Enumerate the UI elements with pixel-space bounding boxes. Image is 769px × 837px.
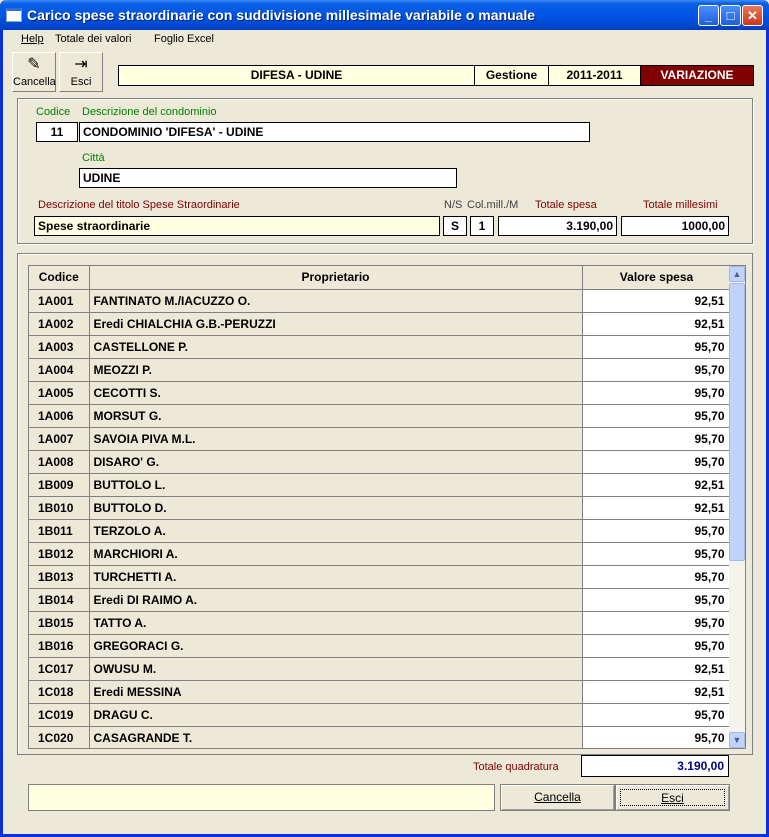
- row-valore[interactable]: 95,70: [582, 565, 731, 588]
- scroll-down-icon[interactable]: ▼: [729, 732, 745, 748]
- row-codice[interactable]: 1A001: [29, 289, 89, 312]
- window-title: Carico spese straordinarie con suddivisione millesimale variabile o manuale: [27, 7, 536, 23]
- row-proprietario[interactable]: TERZOLO A.: [89, 519, 582, 542]
- row-valore[interactable]: 95,70: [582, 542, 731, 565]
- row-valore[interactable]: 95,70: [582, 427, 731, 450]
- row-proprietario[interactable]: DISARO' G.: [89, 450, 582, 473]
- codice-label: Codice: [36, 106, 71, 118]
- row-valore[interactable]: 95,70: [582, 703, 731, 726]
- ns-field[interactable]: S: [443, 216, 467, 236]
- minimize-button[interactable]: _: [698, 5, 719, 26]
- row-codice[interactable]: 1C019: [29, 703, 89, 726]
- exit-door-icon: ⇥: [74, 56, 88, 73]
- maximize-button[interactable]: □: [720, 5, 741, 26]
- row-codice[interactable]: 1B012: [29, 542, 89, 565]
- table-row[interactable]: [29, 450, 731, 473]
- row-proprietario[interactable]: OWUSU M.: [89, 657, 582, 680]
- row-proprietario[interactable]: SAVOIA PIVA M.L.: [89, 427, 582, 450]
- title-bar[interactable]: [0, 0, 769, 30]
- row-proprietario[interactable]: BUTTOLO L.: [89, 473, 582, 496]
- row-codice[interactable]: 1B011: [29, 519, 89, 542]
- titolo-field[interactable]: Spese straordinarie: [34, 216, 440, 236]
- totale-quadratura-label: Totale quadratura: [473, 761, 559, 773]
- table-row[interactable]: [29, 358, 731, 381]
- row-proprietario[interactable]: GREGORACI G.: [89, 634, 582, 657]
- row-proprietario[interactable]: Eredi CHIALCHIA G.B.-PERUZZI: [89, 312, 582, 335]
- descrizione-field[interactable]: CONDOMINIO 'DIFESA' - UDINE: [79, 122, 590, 142]
- row-proprietario[interactable]: TATTO A.: [89, 611, 582, 634]
- row-proprietario[interactable]: BUTTOLO D.: [89, 496, 582, 519]
- eraser-icon: ✎: [27, 56, 41, 73]
- row-valore[interactable]: 95,70: [582, 519, 731, 542]
- row-valore[interactable]: 95,70: [582, 381, 731, 404]
- titolo-label: Descrizione del titolo Spese Straordinarie: [38, 199, 240, 211]
- window-icon: [6, 8, 22, 22]
- col-mill-label: Col.mill./M: [467, 199, 519, 211]
- row-proprietario[interactable]: MARCHIORI A.: [89, 542, 582, 565]
- row-valore[interactable]: 92,51: [582, 496, 731, 519]
- totale-millesimi-field[interactable]: 1000,00: [621, 216, 729, 236]
- row-proprietario[interactable]: MEOZZI P.: [89, 358, 582, 381]
- row-codice[interactable]: 1A004: [29, 358, 89, 381]
- descrizione-label: Descrizione del condominio: [82, 106, 217, 118]
- row-valore[interactable]: 95,70: [582, 335, 731, 358]
- table-row[interactable]: [29, 381, 731, 404]
- esci-button[interactable]: Esci: [615, 784, 730, 811]
- table-row[interactable]: [29, 565, 731, 588]
- table-row[interactable]: [29, 680, 731, 703]
- gestione-label: Gestione: [475, 66, 549, 85]
- row-codice[interactable]: 1A005: [29, 381, 89, 404]
- row-valore[interactable]: 92,51: [582, 289, 731, 312]
- col-header-codice[interactable]: Codice: [29, 266, 89, 289]
- row-proprietario[interactable]: CASAGRANDE T.: [89, 726, 582, 749]
- row-codice[interactable]: 1B009: [29, 473, 89, 496]
- row-valore[interactable]: 95,70: [582, 726, 731, 749]
- row-codice[interactable]: 1B013: [29, 565, 89, 588]
- row-codice[interactable]: 1B010: [29, 496, 89, 519]
- table-row[interactable]: [29, 289, 731, 312]
- table-row[interactable]: [29, 335, 731, 358]
- scroll-up-icon[interactable]: ▲: [729, 266, 745, 282]
- table-row[interactable]: [29, 588, 731, 611]
- row-codice[interactable]: 1A007: [29, 427, 89, 450]
- cancella-toolbar-button[interactable]: ✎ Cancella: [12, 52, 56, 92]
- totale-quadratura-field: 3.190,00: [581, 755, 729, 777]
- row-codice[interactable]: 1A002: [29, 312, 89, 335]
- table-row[interactable]: [29, 726, 731, 749]
- mode-badge: VARIAZIONE: [641, 66, 753, 85]
- scroll-thumb[interactable]: [729, 283, 745, 561]
- table-row[interactable]: [29, 427, 731, 450]
- totale-spesa-label: Totale spesa: [535, 199, 597, 211]
- citta-label: Città: [82, 152, 105, 164]
- menu-bar: [3, 30, 766, 49]
- col-header-valore[interactable]: Valore spesa: [582, 266, 731, 289]
- row-valore[interactable]: 95,70: [582, 450, 731, 473]
- table-row[interactable]: [29, 519, 731, 542]
- table-row[interactable]: [29, 634, 731, 657]
- row-valore[interactable]: 95,70: [582, 358, 731, 381]
- row-proprietario[interactable]: Eredi MESSINA: [89, 680, 582, 703]
- row-proprietario[interactable]: FANTINATO M./IACUZZO O.: [89, 289, 582, 312]
- row-valore[interactable]: 92,51: [582, 680, 731, 703]
- row-valore[interactable]: 95,70: [582, 611, 731, 634]
- row-valore[interactable]: 92,51: [582, 657, 731, 680]
- row-proprietario[interactable]: CECOTTI S.: [89, 381, 582, 404]
- table-row[interactable]: [29, 542, 731, 565]
- grid-header-row: [29, 266, 731, 289]
- row-codice[interactable]: 1B016: [29, 634, 89, 657]
- table-row[interactable]: [29, 312, 731, 335]
- row-valore[interactable]: 92,51: [582, 473, 731, 496]
- row-codice[interactable]: 1A003: [29, 335, 89, 358]
- vertical-scrollbar[interactable]: [729, 266, 745, 748]
- info-bar: [118, 65, 754, 86]
- row-proprietario[interactable]: Eredi DI RAIMO A.: [89, 588, 582, 611]
- close-button[interactable]: ✕: [742, 5, 763, 26]
- esci-toolbar-button[interactable]: ⇥ Esci: [59, 52, 103, 92]
- row-valore[interactable]: 95,70: [582, 404, 731, 427]
- row-valore[interactable]: 95,70: [582, 588, 731, 611]
- codice-field[interactable]: 11: [36, 122, 78, 142]
- row-codice[interactable]: 1A008: [29, 450, 89, 473]
- row-proprietario[interactable]: TURCHETTI A.: [89, 565, 582, 588]
- row-codice[interactable]: 1C017: [29, 657, 89, 680]
- row-codice[interactable]: 1C020: [29, 726, 89, 749]
- row-codice[interactable]: 1C018: [29, 680, 89, 703]
- row-codice[interactable]: 1B015: [29, 611, 89, 634]
- totale-millesimi-label: Totale millesimi: [643, 199, 718, 211]
- row-proprietario[interactable]: MORSUT G.: [89, 404, 582, 427]
- row-codice[interactable]: 1A006: [29, 404, 89, 427]
- menu-totale-valori[interactable]: Totale dei valori: [55, 33, 132, 45]
- totale-spesa-field[interactable]: 3.190,00: [498, 216, 617, 236]
- row-valore[interactable]: 92,51: [582, 312, 731, 335]
- table-row[interactable]: [29, 473, 731, 496]
- table-row[interactable]: [29, 496, 731, 519]
- row-proprietario[interactable]: DRAGU C.: [89, 703, 582, 726]
- table-row[interactable]: [29, 657, 731, 680]
- menu-help[interactable]: Help: [21, 33, 44, 45]
- menu-foglio-excel[interactable]: Foglio Excel: [154, 33, 214, 45]
- table-row[interactable]: [29, 404, 731, 427]
- col-mill-field[interactable]: 1: [470, 216, 494, 236]
- status-field: [28, 784, 495, 811]
- citta-field[interactable]: UDINE: [79, 168, 457, 188]
- row-valore[interactable]: 95,70: [582, 634, 731, 657]
- table-row[interactable]: [29, 611, 731, 634]
- ns-label: N/S: [444, 199, 463, 211]
- col-header-proprietario[interactable]: Proprietario: [89, 266, 582, 289]
- condominio-name: DIFESA - UDINE: [119, 66, 475, 85]
- table-row[interactable]: [29, 703, 731, 726]
- cancella-button[interactable]: Cancella: [500, 784, 615, 811]
- gestione-value: 2011-2011: [549, 66, 641, 85]
- row-codice[interactable]: 1B014: [29, 588, 89, 611]
- spese-grid[interactable]: [28, 265, 746, 749]
- row-proprietario[interactable]: CASTELLONE P.: [89, 335, 582, 358]
